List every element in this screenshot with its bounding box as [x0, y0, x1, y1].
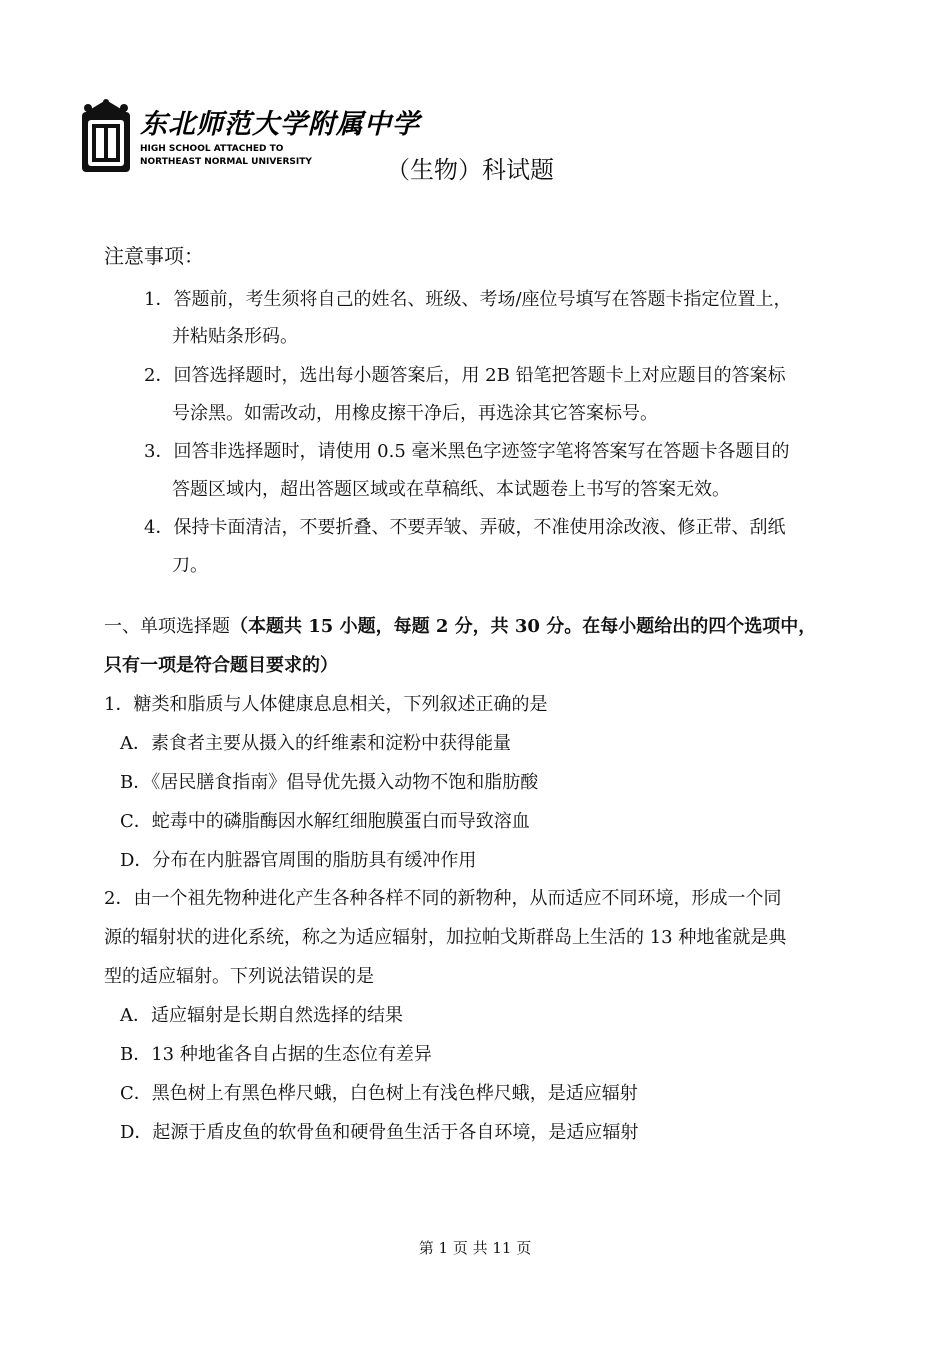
question-option: A．适应辐射是长期自然选择的结果: [120, 1005, 403, 1026]
question-option: D．起源于盾皮鱼的软骨鱼和硬骨鱼生活于各自环境，是适应辐射: [120, 1122, 639, 1143]
school-emblem-icon: [80, 98, 132, 176]
question-stem: 1．糖类和脂质与人体健康息息相关，下列叙述正确的是: [104, 694, 548, 715]
section-title-bold-line2: 只有一项是符合题目要求的）: [104, 655, 338, 676]
question-option: A．素食者主要从摄入的纤维素和淀粉中获得能量: [120, 733, 511, 754]
exam-title: （生物）科试题: [386, 156, 554, 184]
school-name-cn: 东北师范大学附属中学: [140, 109, 420, 140]
section-title: [104, 612, 816, 638]
question-option: C．黑色树上有黑色桦尺蛾，白色树上有浅色桦尺蛾，是适应辐射: [120, 1083, 638, 1104]
section-title-bold: （本题共 15 小题，每题 2 分，共 30 分。在每小题给出的四个选项中，: [230, 616, 817, 637]
section-title-plain: 一、单项选择题: [104, 616, 230, 637]
question-stem: 型的适应辐射。下列说法错误的是: [104, 966, 374, 987]
school-logo: [80, 98, 420, 176]
school-name-en-line2: NORTHEAST NORMAL UNIVERSITY: [140, 157, 312, 167]
question-option: B．《居民膳食指南》倡导优先摄入动物不饱和脂肪酸: [120, 772, 539, 793]
notice-line: 4．保持卡面清洁，不要折叠、不要弄皱、弄破，不准使用涂改液、修正带、刮纸: [144, 517, 786, 538]
notice-line: 1．答题前，考生须将自己的姓名、班级、考场/座位号填写在答题卡指定位置上，: [144, 289, 792, 310]
notice-line: 答题区域内，超出答题区域或在草稿纸、本试题卷上书写的答案无效。: [172, 479, 730, 500]
notice-line: 刀。: [172, 555, 208, 576]
notice-line: 2．回答选择题时，选出每小题答案后，用 2B 铅笔把答题卡上对应题目的答案标: [144, 365, 786, 386]
question-option: B．13 种地雀各自占据的生态位有差异: [120, 1044, 432, 1065]
school-name-en-line1: HIGH SCHOOL ATTACHED TO: [140, 144, 284, 154]
notice-line: 号涂黑。如需改动，用橡皮擦干净后，再选涂其它答案标号。: [172, 403, 658, 424]
question-option: C．蛇毒中的磷脂酶因水解红细胞膜蛋白而导致溶血: [120, 811, 530, 832]
question-stem: 源的辐射状的进化系统，称之为适应辐射，加拉帕戈斯群岛上生活的 13 种地雀就是典: [104, 927, 787, 948]
notice-heading: 注意事项：: [104, 244, 204, 268]
notice-line: 3．回答非选择题时，请使用 0.5 毫米黑色字迹签字笔将答案写在答题卡各题目的: [144, 441, 790, 462]
notice-line: 并粘贴条形码。: [172, 326, 298, 347]
question-option: D．分布在内脏器官周围的脂肪具有缓冲作用: [120, 850, 477, 871]
page-number: 第 1 页 共 11 页: [418, 1239, 532, 1257]
question-stem: 2．由一个祖先物种进化产生各种各样不同的新物种，从而适应不同环境，形成一个同: [104, 888, 782, 909]
